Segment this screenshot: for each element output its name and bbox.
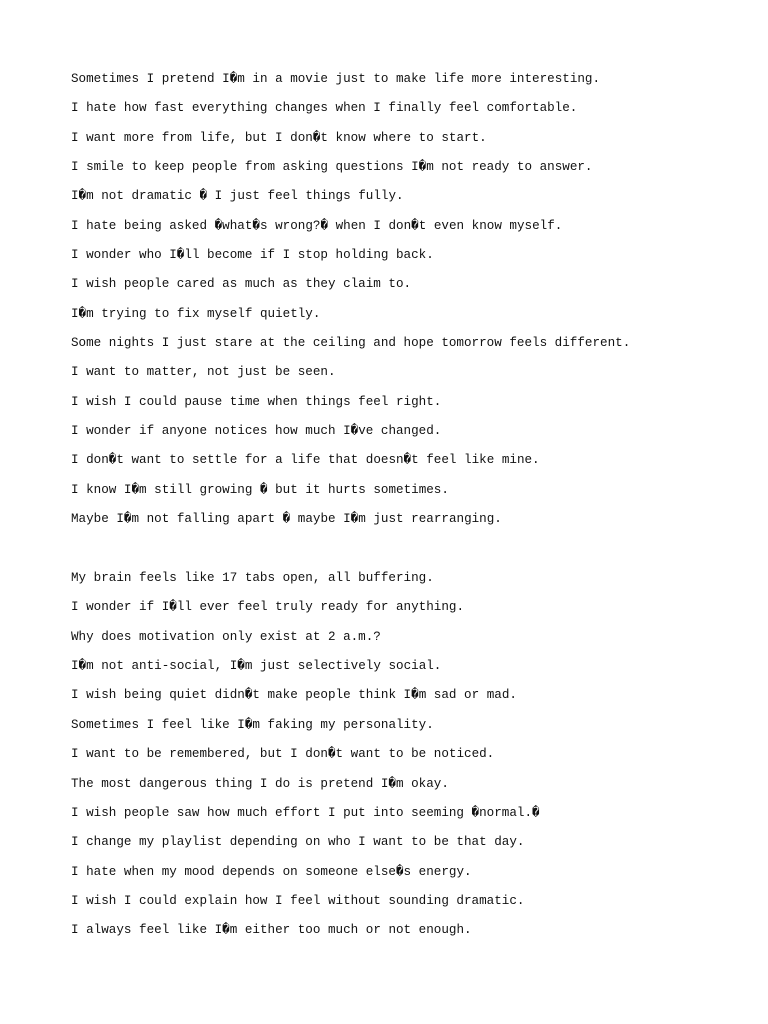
text-line: I want to matter, not just be seen. — [71, 365, 336, 380]
section-two — [71, 570, 751, 951]
text-line: Why does motivation only exist at 2 a.m.? — [71, 629, 381, 644]
text-line: I�m trying to fix myself quietly. — [71, 306, 321, 321]
text-line: Maybe I�m not falling apart � maybe I�m just rearranging. — [71, 512, 502, 527]
text-line: I�m not anti-social, I�m just selectively social. — [71, 659, 442, 674]
text-line: I wish people cared as much as they claim to. — [71, 277, 412, 292]
text-line: I don�t want to settle for a life that doesn�t feel like mine. — [71, 453, 540, 468]
text-line: The most dangerous thing I do is pretend I�m okay. — [71, 776, 449, 791]
document-page — [71, 71, 751, 952]
text-line: Sometimes I pretend I�m in a movie just to make life more interesting. — [71, 72, 601, 86]
text-line: My brain feels like 17 tabs open, all buffering. — [71, 571, 434, 586]
text-line: I smile to keep people from asking questions I�m not ready to answer. — [71, 160, 593, 175]
text-line: I�m not dramatic � I just feel things fully. — [71, 189, 404, 204]
text-line: I wish I could explain how I feel without sounding dramatic. — [71, 893, 525, 908]
text-line: I wish I could pause time when things feel right. — [71, 394, 442, 409]
text-line: Sometimes I feel like I�m faking my personality. — [71, 717, 434, 732]
text-line: I want more from life, but I don�t know where to start. — [71, 130, 487, 145]
text-line: I hate when my mood depends on someone else�s energy. — [71, 864, 472, 879]
text-line: I wonder if I�ll ever feel truly ready for anything. — [71, 600, 465, 615]
text-line: Some nights I just stare at the ceiling and hope tomorrow feels different. — [71, 336, 631, 351]
text-line: I wish people saw how much effort I put into seeming �normal.� — [71, 805, 540, 820]
section-one — [71, 71, 751, 541]
text-line: I change my playlist depending on who I want to be that day. — [71, 835, 525, 850]
paragraph-gap — [71, 541, 751, 571]
text-line: I want to be remembered, but I don�t want to be noticed. — [71, 747, 495, 762]
text-line: I wish being quiet didn�t make people think I�m sad or mad. — [71, 688, 517, 703]
text-line: I always feel like I�m either too much or not enough. — [71, 923, 472, 938]
text-line: I wonder if anyone notices how much I�ve changed. — [71, 424, 442, 439]
text-line: I know I�m still growing � but it hurts sometimes. — [71, 482, 449, 497]
text-line: I hate being asked �what�s wrong?� when I don�t even know myself. — [71, 218, 563, 233]
text-line: I hate how fast everything changes when I finally feel comfortable. — [71, 101, 578, 116]
text-line: I wonder who I�ll become if I stop holding back. — [71, 248, 434, 263]
